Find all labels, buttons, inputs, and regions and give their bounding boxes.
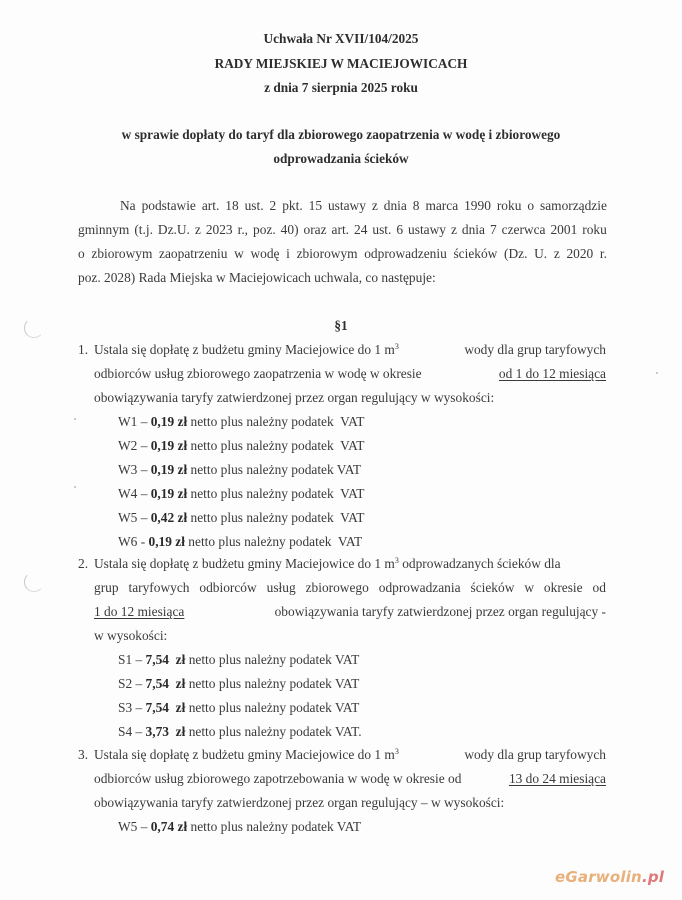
rate-suffix: netto plus należny podatek VAT. [185, 724, 362, 739]
rate-suffix: netto plus należny podatek VAT [187, 486, 365, 501]
preamble-line: Na podstawie art. 18 ust. 2 pkt. 15 ustawy z dnia 8 marca 1990 roku o samorządzie [120, 198, 607, 213]
rate-suffix: netto plus należny podatek VAT [185, 700, 360, 715]
tariff-group: S4 [118, 724, 133, 739]
punch-hole-mark [24, 572, 44, 592]
tariff-group: W3 [118, 462, 138, 477]
period-underlined: 13 do 24 miesiąca [508, 771, 606, 786]
separator: - [137, 534, 149, 549]
rate-line [118, 462, 361, 478]
tariff-group: W6 [118, 534, 138, 549]
rate-line [118, 438, 364, 454]
preamble-line: gminnym (t.j. Dz.U. z 2023 r., poz. 40) oraz art. 24 ust. 6 ustawy z dnia 7 czerwca 2001 roku [78, 222, 607, 237]
scan-speck [74, 486, 76, 488]
section-symbol: §1 [334, 318, 348, 333]
item-number: 3. [78, 747, 89, 762]
resolution-date: z dnia 7 sierpnia 2025 roku [264, 80, 418, 95]
item3-line-1: Ustala się dopłatę z budżetu gminy Maciejowice do 1 $m^3$ wody dla grup taryfowych [94, 747, 606, 762]
rate-line [118, 486, 364, 502]
tariff-group: W5 [118, 510, 138, 525]
period-underlined: 1 do 12 miesiąca [94, 604, 185, 619]
item3-line-2: odbiorców usług zbiorowego zapotrzebowania w wodę w okresie od 13 do 24 miesiąca [94, 771, 606, 786]
subject-line-1: w sprawie dopłaty do taryf dla zbiorowego zaopatrzenia w wodę i zbiorowego [121, 127, 561, 142]
rate-suffix: netto plus należny podatek VAT [187, 510, 365, 525]
item1-line-1: Ustala się dopłatę z budżetu gminy Maciejowice do 1 $m^3$ wody dla grup taryfowych [94, 342, 606, 357]
rate-suffix: netto plus należny podatek VAT [187, 438, 365, 453]
rate-line [118, 819, 361, 835]
tariff-group: W5 [118, 819, 138, 834]
separator: – [137, 438, 151, 453]
rate-suffix: netto plus należny podatek VAT [187, 462, 362, 477]
rate-suffix: netto plus należny podatek VAT [185, 676, 360, 691]
separator: – [137, 462, 151, 477]
rate-suffix: netto plus należny podatek VAT [185, 652, 360, 667]
preamble-line: o zbiorowym zaopatrzeniu w wodę i zbiorowym odprowadzeniu ścieków (Dz. U. z 2020 r. [78, 246, 607, 261]
rate-line [118, 652, 359, 668]
separator: – [132, 724, 146, 739]
separator: – [132, 676, 146, 691]
tariff-group: W4 [118, 486, 138, 501]
separator: – [137, 414, 151, 429]
rate-amount: 0,42 zł [150, 510, 188, 525]
council-name: RADY MIEJSKIEJ W MACIEJOWICACH [214, 56, 468, 71]
item2-line-1: Ustala się dopłatę z budżetu gminy Maciejowice do 1 $m^3$ odprowadzanych ścieków dla [94, 556, 561, 571]
rate-amount: 3,73 zł [145, 724, 186, 739]
scan-speck [74, 418, 76, 420]
rate-line [118, 510, 364, 526]
rate-line [118, 414, 364, 430]
item2-line-4: w wysokości: [94, 628, 168, 643]
rate-amount: 0,19 zł [150, 486, 188, 501]
item-number: 1. [78, 342, 89, 357]
item2-line-2: grup taryfowych odbiorców usług zbiorowego odprowadzania ścieków w okresie od [94, 580, 606, 595]
rate-amount: 0,19 zł [150, 414, 188, 429]
rate-suffix: netto plus należny podatek VAT [187, 819, 362, 834]
subject-line-2: odprowadzania ścieków [273, 151, 409, 166]
item2-line-3: 1 do 12 miesiąca obowiązywania taryfy zatwierdzonej przez organ regulujący - [94, 604, 606, 619]
rate-line [118, 700, 359, 716]
rate-suffix: netto plus należny podatek VAT [187, 414, 365, 429]
resolution-title: Uchwała Nr XVII/104/2025 [263, 31, 419, 46]
separator: – [132, 652, 146, 667]
item-number: 2. [78, 556, 89, 571]
item1-line-3: obowiązywania taryfy zatwierdzonej przez organ regulujący w wysokości: [94, 390, 495, 405]
separator: – [132, 700, 146, 715]
rate-amount: 0,74 zł [150, 819, 188, 834]
rate-amount: 0,19 zł [148, 534, 185, 549]
item3-line-3: obowiązywania taryfy zatwierdzonej przez organ regulujący – w wysokości: [94, 795, 505, 810]
tariff-group: W2 [118, 438, 138, 453]
tariff-group: S1 [118, 652, 133, 667]
separator: – [137, 510, 151, 525]
item1-line-2: odbiorców usług zbiorowego zaopatrzenia w wodę w okresie od 1 do 12 miesiąca [94, 366, 606, 381]
preamble-line: poz. 2028) Rada Miejska w Maciejowicach uchwala, co następuje: [78, 270, 436, 285]
tariff-group: W1 [118, 414, 138, 429]
separator: – [137, 819, 151, 834]
rate-amount: 0,19 zł [150, 438, 188, 453]
rate-suffix: netto plus należny podatek VAT [184, 534, 363, 549]
rate-amount: 7,54 zł [145, 676, 186, 691]
period-underlined: od 1 do 12 miesiąca [498, 366, 606, 381]
rate-line [118, 724, 362, 740]
rate-amount: 0,19 zł [150, 462, 188, 477]
separator: – [137, 486, 151, 501]
rate-line [118, 676, 359, 692]
scan-speck [656, 372, 658, 374]
watermark-logo: eGarwolin.pl [555, 868, 665, 886]
tariff-group: S2 [118, 676, 133, 691]
rate-amount: 7,54 zł [145, 652, 186, 667]
tariff-group: S3 [118, 700, 133, 715]
rate-line [118, 534, 362, 550]
rate-amount: 7,54 zł [145, 700, 186, 715]
